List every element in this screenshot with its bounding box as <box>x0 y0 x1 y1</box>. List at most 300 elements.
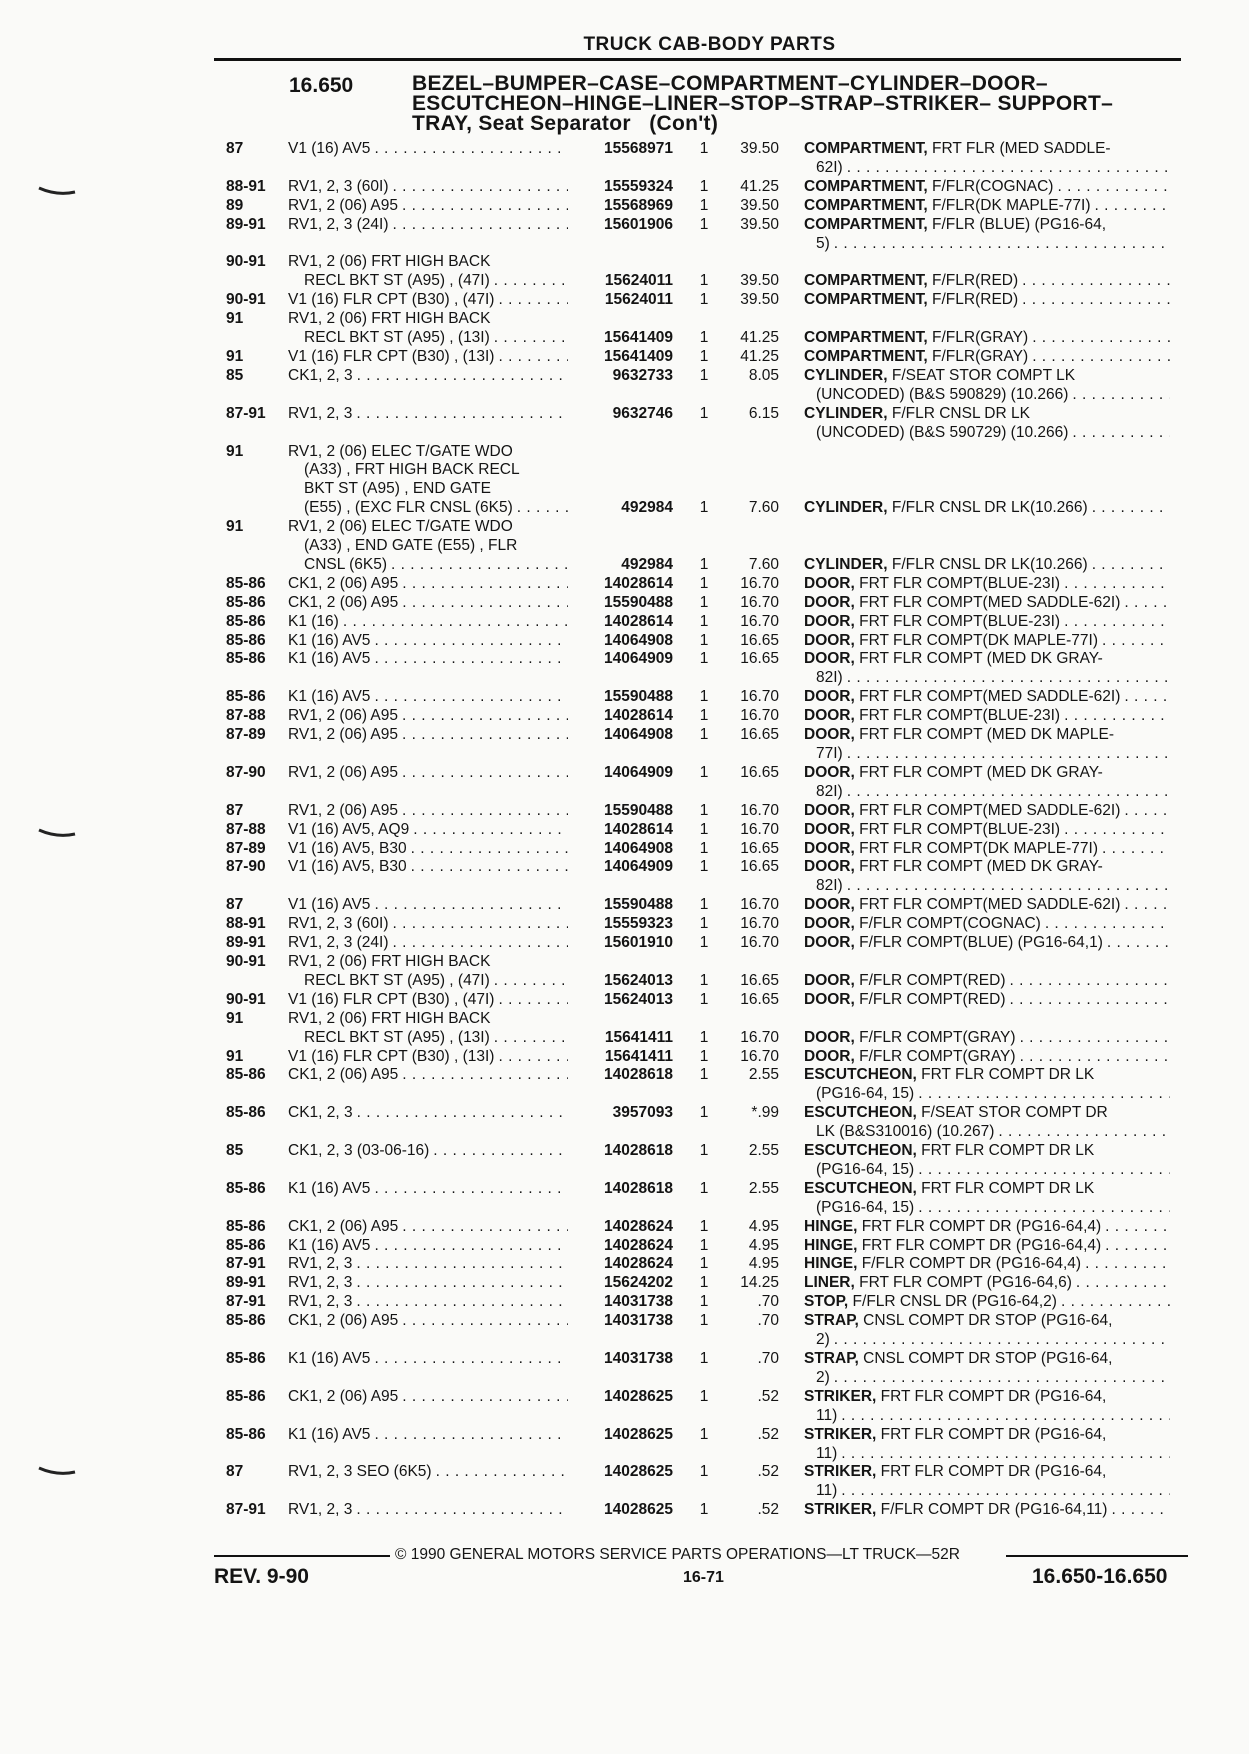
description-text: (UNCODED) (B&S 590829) (10.266) <box>816 385 1069 403</box>
price: 7.60 <box>748 555 779 573</box>
dot-leader <box>370 1180 568 1199</box>
model-year: 91 <box>226 518 244 536</box>
part-name: COMPARTMENT, <box>804 140 928 157</box>
quantity: 1 <box>699 593 709 611</box>
binder-hole-mark <box>37 186 77 196</box>
parts-row <box>226 1501 1184 1520</box>
usage-text: RV1, 2, 3 <box>288 1274 353 1292</box>
usage-text: RV1, 2 (06) ELEC T/GATE WDO <box>288 518 513 536</box>
quantity: 1 <box>699 688 709 706</box>
part-number: 14028618 <box>604 1179 673 1197</box>
description-cell <box>804 140 1170 178</box>
price: 16.70 <box>740 1047 779 1065</box>
dot-leader <box>370 650 568 669</box>
part-name: STRAP, <box>804 1350 859 1367</box>
price: .70 <box>757 1312 779 1330</box>
part-name: ESCUTCHEON, <box>804 1142 917 1160</box>
price: 16.70 <box>740 801 779 819</box>
part-name: STRIKER, <box>804 1387 877 1405</box>
quantity: 1 <box>699 1501 709 1519</box>
quantity: 1 <box>699 990 709 1008</box>
usage-cell <box>288 1237 568 1256</box>
description-text: 82I) <box>816 669 843 687</box>
description-text: (PG16-64, 15) <box>816 1085 915 1103</box>
usage-text: RV1, 2, 3 (24I) <box>288 934 389 952</box>
price: 7.60 <box>748 499 779 517</box>
description-text: FRT FLR COMPT DR LK <box>921 1066 1095 1084</box>
usage-cell <box>288 367 568 386</box>
model-year: 85-86 <box>226 1179 266 1197</box>
description-text: FRT FLR COMPT (MED DK GRAY- <box>859 858 1103 876</box>
model-year: 87-90 <box>226 858 266 876</box>
dot-leader <box>407 858 568 877</box>
dot-leader <box>352 405 568 424</box>
price: 16.70 <box>740 915 779 933</box>
description-cell <box>804 802 1170 821</box>
description-text: FRT FLR COMPT(DK MAPLE-77I) <box>859 839 1098 857</box>
dot-leader <box>429 1142 568 1161</box>
usage-text: CK1, 2 (06) A95 <box>288 1312 399 1330</box>
description-text: FRT FLR COMPT(BLUE-23I) <box>859 820 1061 838</box>
usage-text: CK1, 2, 3 <box>288 1104 353 1122</box>
description-text: FRT FLR COMPT(BLUE-23I) <box>859 612 1061 630</box>
dot-leader <box>1016 1048 1170 1067</box>
usage-text: RV1, 2, 3 <box>288 404 353 422</box>
part-name: DOOR, <box>804 1047 855 1065</box>
dot-leader <box>398 707 568 726</box>
dot-leader <box>1060 575 1170 594</box>
usage-text: CK1, 2 (06) A95 <box>288 593 399 611</box>
description-text: F/FLR COMPT DR (PG16-64,4) <box>861 1255 1082 1273</box>
model-year: 90-91 <box>226 253 266 271</box>
usage-text: V1 (16) FLR CPT (B30) , (13I) <box>288 347 495 365</box>
footer-rule-left <box>214 1555 390 1557</box>
price: 16.70 <box>740 896 779 914</box>
price: 16.65 <box>740 726 779 744</box>
price: 2.55 <box>748 1142 779 1160</box>
footer-copyright: © 1990 GENERAL MOTORS SERVICE PARTS OPERATIONS—LT TRUCK—52R <box>395 1546 960 1563</box>
usage-text: CK1, 2, 3 (03-06-16) <box>288 1142 430 1160</box>
part-name: DOOR, <box>804 990 855 1008</box>
part-number: 15590488 <box>604 801 673 819</box>
model-year: 91 <box>226 442 244 460</box>
description-text: F/FLR COMPT(GRAY) <box>859 1028 1016 1046</box>
usage-cell <box>288 821 568 840</box>
quantity: 1 <box>699 801 709 819</box>
part-name: STRIKER, <box>804 1425 877 1443</box>
parts-row <box>226 443 1184 519</box>
usage-text: (A33) , END GATE (E55) , FLR <box>304 537 518 555</box>
usage-text: K1 (16) AV5 <box>288 1236 371 1254</box>
parts-row <box>226 1010 1184 1048</box>
part-name: DOOR, <box>804 801 855 819</box>
model-year: 87 <box>226 1463 244 1481</box>
dot-leader <box>843 745 1170 764</box>
binder-hole-mark <box>37 828 77 838</box>
description-cell <box>804 197 1170 216</box>
part-number: 15559324 <box>604 177 673 195</box>
model-year: 85-86 <box>226 1312 266 1330</box>
section-title: BEZEL–BUMPER–CASE–COMPARTMENT–CYLINDER–DOOR– ESCUTCHEON–HINGE–LINER–STOP–STRAP–STRIKER– SUPPORT–TRAY, Seat Separator (Con't) <box>412 72 1114 135</box>
usage-text: K1 (16) <box>288 612 339 630</box>
dot-leader <box>490 1029 568 1048</box>
dot-leader <box>352 1501 568 1520</box>
part-number: 15590488 <box>604 896 673 914</box>
part-name: COMPARTMENT, <box>804 329 928 347</box>
usage-cell <box>288 1218 568 1237</box>
parts-row <box>226 896 1184 915</box>
quantity: 1 <box>699 140 709 157</box>
quantity: 1 <box>699 1312 709 1330</box>
usage-text: RV1, 2 (06) A95 <box>288 763 399 781</box>
quantity: 1 <box>699 366 709 384</box>
price: .52 <box>757 1501 779 1519</box>
quantity: 1 <box>699 1463 709 1481</box>
usage-text: RV1, 2 (06) FRT HIGH BACK <box>288 253 491 271</box>
dot-leader <box>1107 1501 1170 1520</box>
part-number: 14028625 <box>604 1425 673 1443</box>
dot-leader <box>843 783 1170 802</box>
description-text: F/FLR(RED) <box>932 272 1019 290</box>
footer-rule-right <box>1006 1555 1188 1557</box>
description-cell <box>804 650 1170 688</box>
quantity: 1 <box>699 347 709 365</box>
usage-text: V1 (16) FLR CPT (B30) , (47I) <box>288 990 495 1008</box>
part-name: DOOR, <box>804 1028 855 1046</box>
usage-cell <box>288 613 568 632</box>
description-cell <box>804 1350 1170 1388</box>
description-text: FRT FLR (MED SADDLE- <box>932 140 1111 157</box>
quantity: 1 <box>699 1217 709 1235</box>
part-number: 14028624 <box>604 1236 673 1254</box>
dot-leader <box>1057 1293 1170 1312</box>
parts-row <box>226 802 1184 821</box>
dot-leader <box>370 688 568 707</box>
usage-text: RV1, 2 (06) A95 <box>288 196 399 214</box>
price: 16.65 <box>740 763 779 781</box>
description-cell <box>804 329 1170 348</box>
parts-row <box>226 1463 1184 1501</box>
dot-leader <box>830 1369 1170 1388</box>
quantity: 1 <box>699 612 709 630</box>
section-number: 16.650 <box>289 74 354 97</box>
price: 16.70 <box>740 612 779 630</box>
description-cell <box>804 915 1170 934</box>
usage-text: V1 (16) AV5 <box>288 896 371 914</box>
part-number: 15624013 <box>604 971 673 989</box>
description-text: 11) <box>816 1482 838 1500</box>
usage-cell <box>288 518 568 575</box>
quantity: 1 <box>699 820 709 838</box>
description-cell <box>804 291 1170 310</box>
usage-cell <box>288 594 568 613</box>
part-name: DOOR, <box>804 763 855 781</box>
price: 14.25 <box>740 1274 779 1292</box>
usage-cell <box>288 896 568 915</box>
description-cell <box>804 594 1170 613</box>
price: 4.95 <box>748 1236 779 1254</box>
model-year: 85-86 <box>226 593 266 611</box>
dot-leader <box>370 632 568 651</box>
parts-row <box>226 632 1184 651</box>
part-name: ESCUTCHEON, <box>804 1066 917 1084</box>
part-name: COMPARTMENT, <box>804 196 928 214</box>
usage-cell <box>288 216 568 235</box>
quantity: 1 <box>699 1104 709 1122</box>
part-number: 14031738 <box>604 1293 673 1311</box>
description-text: F/FLR CNSL DR LK(10.266) <box>891 499 1088 517</box>
dot-leader <box>398 1388 568 1407</box>
quantity: 1 <box>699 915 709 933</box>
part-name: LINER, <box>804 1274 855 1292</box>
model-year: 88-91 <box>226 915 266 933</box>
part-number: 15641411 <box>604 1028 673 1046</box>
page-number: 16-71 <box>683 1569 724 1586</box>
quantity: 1 <box>699 404 709 422</box>
description-cell <box>804 499 1170 518</box>
quantity: 1 <box>699 650 709 668</box>
price: 39.50 <box>740 196 779 214</box>
dot-leader <box>1018 272 1170 291</box>
usage-text: RV1, 2 (06) FRT HIGH BACK <box>288 1009 491 1027</box>
price: 6.15 <box>748 404 779 422</box>
description-cell <box>804 1048 1170 1067</box>
description-text: FRT FLR COMPT DR LK <box>921 1179 1095 1197</box>
model-year: 87-88 <box>226 707 266 725</box>
dot-leader <box>494 348 568 367</box>
description-cell <box>804 1029 1170 1048</box>
part-number: 14064908 <box>604 631 673 649</box>
description-text: F/FLR(DK MAPLE-77I) <box>932 196 1091 214</box>
description-text: FRT FLR COMPT (PG16-64,6) <box>859 1274 1072 1292</box>
price: 39.50 <box>740 272 779 290</box>
usage-text: RECL BKT ST (A95) , (13I) <box>304 329 490 347</box>
description-text: F/FLR(COGNAC) <box>932 177 1054 195</box>
usage-text: RV1, 2 (06) A95 <box>288 801 399 819</box>
parts-row <box>226 1104 1184 1142</box>
model-year: 88-91 <box>226 177 266 195</box>
parts-row <box>226 1274 1184 1293</box>
parts-row <box>226 821 1184 840</box>
dot-leader <box>1098 632 1170 651</box>
usage-cell <box>288 291 568 310</box>
price: .52 <box>757 1425 779 1443</box>
usage-text: V1 (16) AV5, AQ9 <box>288 820 410 838</box>
usage-cell <box>288 1293 568 1312</box>
description-cell <box>804 1180 1170 1218</box>
revision-label: REV. 9-90 <box>214 1565 309 1588</box>
part-number: 14028614 <box>604 612 673 630</box>
quantity: 1 <box>699 1350 709 1367</box>
model-year: 87-91 <box>226 1255 266 1273</box>
usage-text: RV1, 2 (06) FRT HIGH BACK <box>288 310 491 328</box>
usage-cell <box>288 650 568 669</box>
dot-leader <box>398 726 568 745</box>
price: .52 <box>757 1387 779 1405</box>
part-number: 14028618 <box>604 1066 673 1084</box>
usage-text: CK1, 2 (06) A95 <box>288 574 399 592</box>
dot-leader <box>398 802 568 821</box>
part-number: 14028625 <box>604 1463 673 1481</box>
price: 16.65 <box>740 631 779 649</box>
usage-text: CK1, 2, 3 <box>288 366 353 384</box>
description-text: FRT FLR COMPT DR (PG16-64,4) <box>861 1217 1102 1235</box>
part-number: 14064908 <box>604 726 673 744</box>
usage-cell <box>288 858 568 877</box>
dot-leader <box>494 291 568 310</box>
description-cell <box>804 613 1170 632</box>
description-text: 82I) <box>816 877 843 895</box>
dot-leader <box>1101 1237 1170 1256</box>
usage-text: CK1, 2 (06) A95 <box>288 1387 399 1405</box>
part-number: 9632746 <box>612 404 673 422</box>
usage-text: K1 (16) AV5 <box>288 631 371 649</box>
dot-leader <box>1016 1029 1170 1048</box>
usage-text: (A33) , FRT HIGH BACK RECL <box>304 461 520 479</box>
part-number: 492984 <box>621 499 673 517</box>
model-year: 85-86 <box>226 1387 266 1405</box>
description-cell <box>804 1463 1170 1501</box>
usage-text: V1 (16) FLR CPT (B30) , (47I) <box>288 291 495 309</box>
model-year: 85-86 <box>226 631 266 649</box>
dot-leader <box>353 1104 568 1123</box>
description-text: FRT FLR COMPT DR LK <box>921 1142 1095 1160</box>
description-text: F/FLR (BLUE) (PG16-64, <box>932 215 1107 233</box>
dot-leader <box>370 140 568 159</box>
parts-row <box>226 253 1184 291</box>
usage-text: BKT ST (A95) , END GATE <box>304 480 491 498</box>
model-year: 85 <box>226 1142 244 1160</box>
parts-row <box>226 197 1184 216</box>
parts-row <box>226 575 1184 594</box>
dot-leader <box>398 594 568 613</box>
dot-leader <box>1103 934 1170 953</box>
dot-leader <box>1006 972 1170 991</box>
price: 16.65 <box>740 839 779 857</box>
model-year: 87-91 <box>226 404 266 422</box>
part-number: 14064908 <box>604 839 673 857</box>
description-text: F/FLR COMPT(RED) <box>859 971 1006 989</box>
model-year: 87-90 <box>226 763 266 781</box>
part-number: 14028624 <box>604 1217 673 1235</box>
part-name: COMPARTMENT, <box>804 291 928 309</box>
part-name: STRIKER, <box>804 1501 877 1519</box>
part-number: 15624202 <box>604 1274 673 1292</box>
usage-text: CK1, 2 (06) A95 <box>288 1217 399 1235</box>
description-text: F/FLR COMPT(BLUE) (PG16-64,1) <box>859 934 1103 952</box>
description-cell <box>804 556 1170 575</box>
part-name: DOOR, <box>804 858 855 876</box>
part-name: DOOR, <box>804 574 855 592</box>
quantity: 1 <box>699 1293 709 1311</box>
model-year: 87 <box>226 140 244 157</box>
dot-leader <box>1028 329 1170 348</box>
price: 16.70 <box>740 688 779 706</box>
quantity: 1 <box>699 1028 709 1046</box>
dot-leader <box>1018 291 1170 310</box>
usage-cell <box>288 1142 568 1161</box>
usage-cell <box>288 840 568 859</box>
dot-leader <box>398 1218 568 1237</box>
usage-text: RV1, 2 (06) A95 <box>288 707 399 725</box>
model-year: 90-91 <box>226 990 266 1008</box>
part-name: STOP, <box>804 1293 849 1311</box>
description-text: F/SEAT STOR COMPT DR <box>921 1104 1108 1122</box>
usage-cell <box>288 178 568 197</box>
description-text: LK (B&S310016) (10.267) <box>816 1123 995 1141</box>
model-year: 89-91 <box>226 1274 266 1292</box>
description-cell <box>804 405 1170 443</box>
dot-leader <box>1068 424 1170 443</box>
dot-leader <box>1101 1218 1170 1237</box>
model-year: 87-91 <box>226 1501 266 1519</box>
part-name: CYLINDER, <box>804 499 888 517</box>
part-number: 14028625 <box>604 1387 673 1405</box>
part-number: 15641409 <box>604 347 673 365</box>
description-cell <box>804 1501 1170 1520</box>
quantity: 1 <box>699 1274 709 1292</box>
usage-cell <box>288 1066 568 1085</box>
price: 2.55 <box>748 1179 779 1197</box>
quantity: 1 <box>699 631 709 649</box>
part-name: DOOR, <box>804 915 855 933</box>
dot-leader <box>1088 556 1170 575</box>
part-number: 492984 <box>621 555 673 573</box>
description-text: CNSL COMPT DR STOP (PG16-64, <box>863 1350 1113 1367</box>
usage-text: V1 (16) AV5, B30 <box>288 858 407 876</box>
model-year: 85-86 <box>226 1425 266 1443</box>
quantity: 1 <box>699 1142 709 1160</box>
part-number: 14031738 <box>604 1350 673 1367</box>
description-text: FRT FLR COMPT (MED DK GRAY- <box>859 763 1103 781</box>
model-year: 90-91 <box>226 952 266 970</box>
description-cell <box>804 1104 1170 1142</box>
dot-leader <box>398 197 568 216</box>
description-text: 62I) <box>816 158 843 176</box>
description-text: FRT FLR COMPT(DK MAPLE-77I) <box>859 631 1098 649</box>
usage-text: V1 (16) AV5 <box>288 140 371 157</box>
quantity: 1 <box>699 272 709 290</box>
model-year: 85-86 <box>226 1217 266 1235</box>
description-text: F/FLR CNSL DR LK <box>891 404 1030 422</box>
usage-text: RV1, 2 (06) ELEC T/GATE WDO <box>288 442 513 460</box>
part-number: 14064909 <box>604 763 673 781</box>
part-number: 15590488 <box>604 688 673 706</box>
dot-leader <box>490 329 568 348</box>
usage-text: RECL BKT ST (A95) , (47I) <box>304 272 490 290</box>
part-number: 15641411 <box>604 1047 673 1065</box>
part-number: 3957093 <box>612 1104 673 1122</box>
header-rule <box>214 58 1181 61</box>
dot-leader <box>490 972 568 991</box>
description-text: F/FLR COMPT(GRAY) <box>859 1047 1016 1065</box>
quantity: 1 <box>699 177 709 195</box>
description-cell <box>804 178 1170 197</box>
quantity: 1 <box>699 574 709 592</box>
description-cell <box>804 367 1170 405</box>
description-text: F/FLR COMPT(RED) <box>859 990 1006 1008</box>
description-text: (PG16-64, 15) <box>816 1198 915 1216</box>
quantity: 1 <box>699 1236 709 1254</box>
dot-leader <box>1091 197 1170 216</box>
description-text: F/FLR(RED) <box>932 291 1019 309</box>
usage-text: RECL BKT ST (A95) , (47I) <box>304 971 490 989</box>
dot-leader <box>494 1048 568 1067</box>
usage-cell <box>288 1255 568 1274</box>
model-year: 91 <box>226 1047 244 1065</box>
usage-cell <box>288 1274 568 1293</box>
parts-row <box>226 613 1184 632</box>
